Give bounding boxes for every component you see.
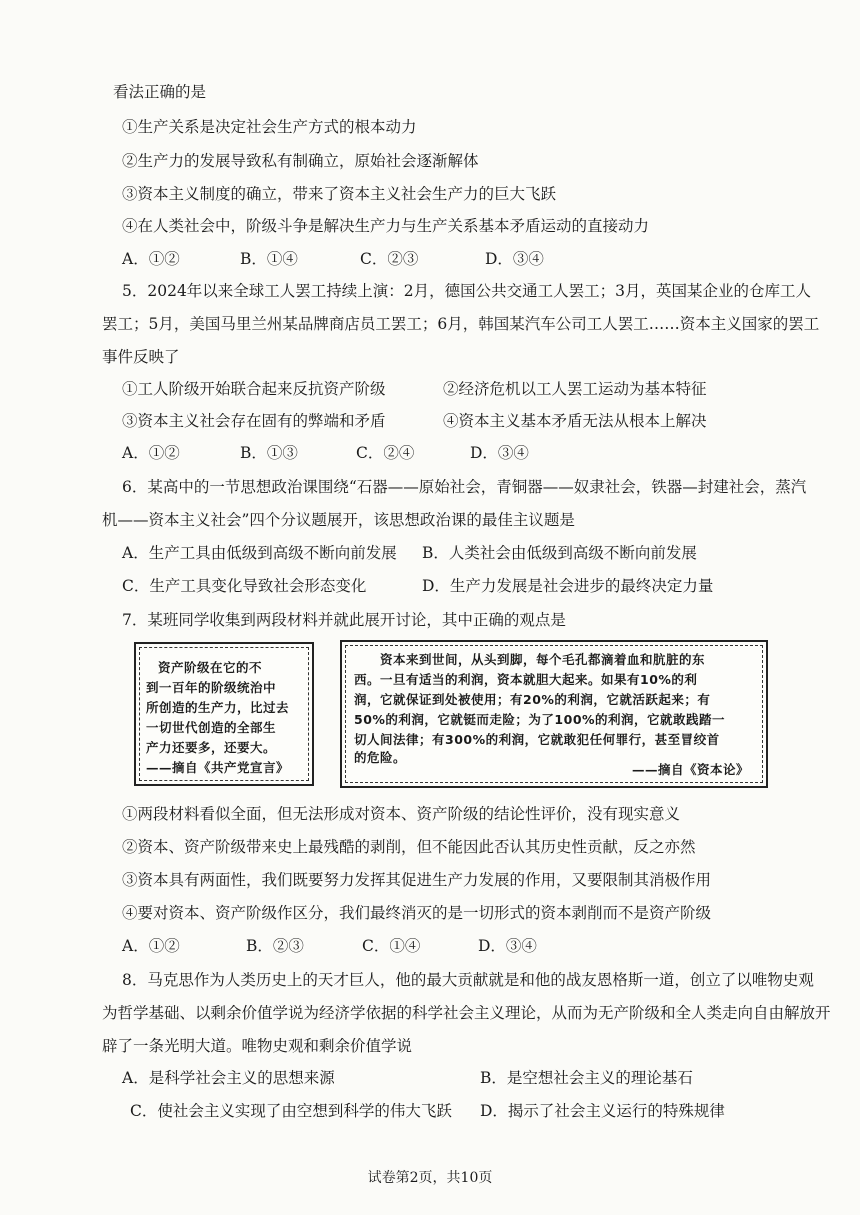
q6-stem-line-1: 6．某高中的一节思想政治课围绕“石器——原始社会，青铜器——奴隶社会，铁器—封建社会，蒸汽 bbox=[122, 478, 807, 496]
q6-stem-line-2: 机——资本主义社会”四个分议题展开，该思想政治课的最佳主议题是 bbox=[102, 511, 575, 529]
q5-option-a: A．①② bbox=[122, 444, 180, 462]
q5-statement-2: ②经济危机以工人罢工运动为基本特征 bbox=[443, 380, 707, 398]
material-right-line-4: 50%的利润，它就铤而走险；为了100%的利润，它就敢践踏一 bbox=[354, 712, 726, 727]
material-left-line-4: 一切世代创造的全部生 bbox=[146, 720, 277, 735]
material-left-line-2: 到一百年的阶级统治中 bbox=[146, 680, 277, 695]
material-left-line-5: 产力还要多，还要大。 bbox=[146, 740, 277, 755]
q5-stem-line-2: 罢工；5月，美国马里兰州某品牌商店员工罢工；6月，韩国某汽车公司工人罢工……资本主义国家的罢工 bbox=[102, 315, 820, 333]
q7-option-c: C．①④ bbox=[362, 937, 421, 955]
q8-option-a: A．是科学社会主义的思想来源 bbox=[122, 1069, 335, 1087]
q8-option-c: C．使社会主义实现了由空想到科学的伟大飞跃 bbox=[130, 1102, 452, 1120]
q5-statement-1: ①工人阶级开始联合起来反抗资产阶级 bbox=[122, 380, 386, 398]
material-left-line-3: 所创造的生产力，比过去 bbox=[146, 700, 290, 715]
material-left-line-1: 资产阶级在它的不 bbox=[158, 660, 263, 675]
q5-stem-line-3: 事件反映了 bbox=[102, 348, 180, 366]
material-right-line-5: 切人间法律；有300%的利润，它就敢犯任何罪行，甚至冒绞首 bbox=[354, 732, 720, 747]
q8-option-b: B．是空想社会主义的理论基石 bbox=[480, 1069, 693, 1087]
q4-statement-1: ①生产关系是决定社会生产方式的根本动力 bbox=[122, 118, 417, 136]
q8-option-d: D．揭示了社会主义运行的特殊规律 bbox=[480, 1102, 725, 1120]
q4-option-c: C．②③ bbox=[360, 250, 419, 268]
q7-option-b: B．②③ bbox=[246, 937, 304, 955]
q4-statement-2: ②生产力的发展导致私有制确立，原始社会逐渐解体 bbox=[122, 152, 479, 170]
material-box-left bbox=[134, 642, 314, 786]
q4-statement-4: ④在人类社会中，阶级斗争是解决生产力与生产关系基本矛盾运动的直接动力 bbox=[122, 217, 650, 235]
q4-statement-3: ③资本主义制度的确立，带来了资本主义社会生产力的巨大飞跃 bbox=[122, 185, 557, 203]
q4-option-d: D．③④ bbox=[485, 250, 544, 268]
q8-stem-line-1: 8．马克思作为人类历史上的天才巨人，他的最大贡献就是和他的战友恩格斯一道，创立了以唯物史观 bbox=[122, 971, 814, 989]
q6-option-c: C．生产工具变化导致社会形态变化 bbox=[122, 577, 367, 595]
q8-stem-line-3: 辟了一条光明大道。唯物史观和剩余价值学说 bbox=[102, 1037, 413, 1055]
q4-option-a: A．①② bbox=[122, 250, 180, 268]
material-right-line-6: 的危险。 bbox=[354, 750, 407, 765]
material-right-line-1: 资本来到世间，从头到脚，每个毛孔都滴着血和肮脏的东 bbox=[380, 652, 706, 667]
q7-stem: 7．某班同学收集到两段材料并就此展开讨论，其中正确的观点是 bbox=[122, 611, 566, 629]
q4-stem-tail: 看法正确的是 bbox=[113, 83, 207, 101]
material-right-source: ——摘自《资本论》 bbox=[632, 762, 750, 777]
q7-statement-2: ②资本、资产阶级带来史上最残酷的剥削，但不能因此否认其历史性贡献，反之亦然 bbox=[122, 838, 696, 856]
q5-stem-line-1: 5．2024年以来全球工人罢工持续上演：2月，德国公共交通工人罢工；3月，英国某企业的仓库工人 bbox=[122, 282, 812, 300]
q7-option-d: D．③④ bbox=[478, 937, 537, 955]
page-footer: 试卷第2页，共10页 bbox=[367, 1170, 493, 1186]
material-left-source: ——摘自《共产党宣言》 bbox=[146, 760, 290, 775]
q7-option-a: A．①② bbox=[122, 937, 180, 955]
material-right-line-3: 润，它就保证到处被使用；有20%的利润，它就活跃起来；有 bbox=[354, 692, 711, 707]
q5-option-d: D．③④ bbox=[470, 444, 529, 462]
q7-statement-4: ④要对资本、资产阶级作区分，我们最终消灭的是一切形式的资本剥削而不是资产阶级 bbox=[122, 904, 712, 922]
q5-option-c: C．②④ bbox=[356, 444, 415, 462]
q5-statement-4: ④资本主义基本矛盾无法从根本上解决 bbox=[443, 412, 707, 430]
q5-option-b: B．①③ bbox=[240, 444, 298, 462]
q4-option-b: B．①④ bbox=[240, 250, 298, 268]
q7-statement-1: ①两段材料看似全面，但无法形成对资本、资产阶级的结论性评价，没有现实意义 bbox=[122, 805, 681, 823]
q8-stem-line-2: 为哲学基础、以剩余价值学说为经济学依据的科学社会主义理论，从而为无产阶级和全人类走向自由解放开 bbox=[102, 1004, 831, 1022]
q7-statement-3: ③资本具有两面性，我们既要努力发挥其促进生产力发展的作用，又要限制其消极作用 bbox=[122, 871, 712, 889]
q6-option-d: D．生产力发展是社会进步的最终决定力量 bbox=[422, 577, 714, 595]
q6-option-b: B．人类社会由低级到高级不断向前发展 bbox=[422, 544, 697, 562]
material-box-right bbox=[340, 640, 768, 788]
q5-statement-3: ③资本主义社会存在固有的弊端和矛盾 bbox=[122, 412, 386, 430]
q6-option-a: A．生产工具由低级到高级不断向前发展 bbox=[122, 544, 397, 562]
material-right-line-2: 西。一旦有适当的利润，资本就胆大起来。如果有10%的利 bbox=[354, 672, 698, 687]
